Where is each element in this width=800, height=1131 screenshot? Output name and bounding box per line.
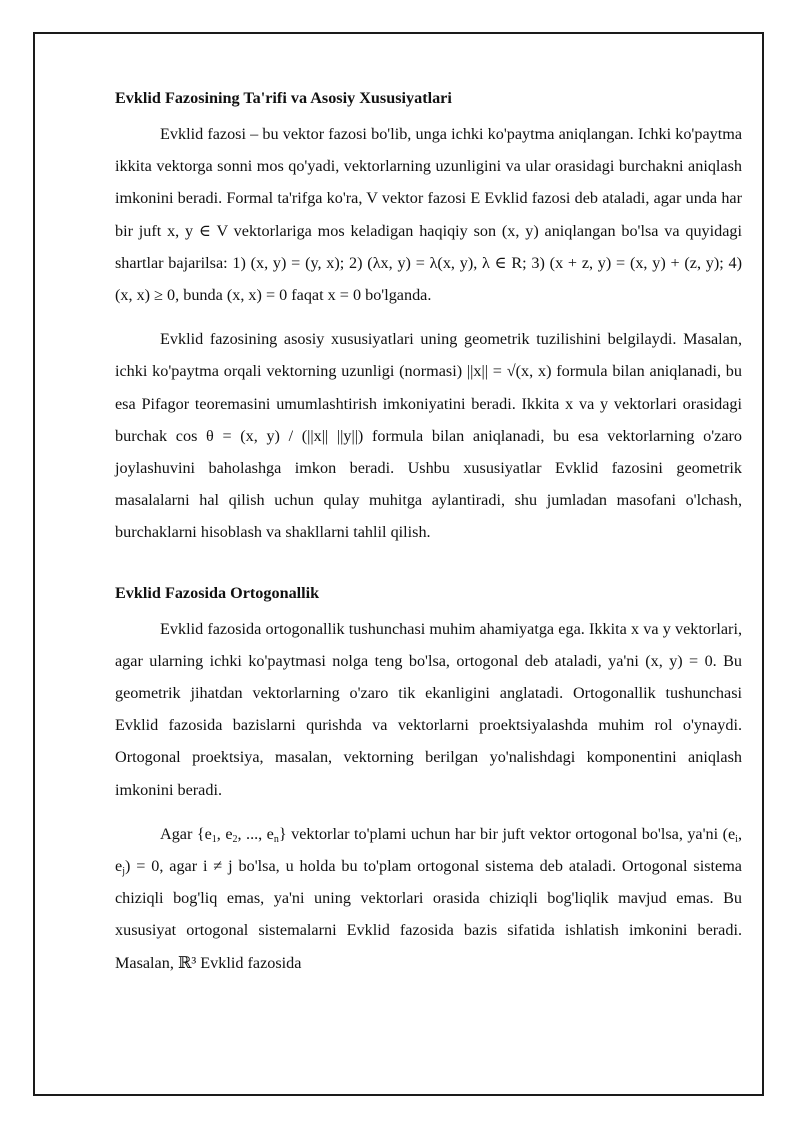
subscript: 2 — [232, 833, 238, 845]
text-run: ) = 0, agar i ≠ j bo'lsa, u holda bu to'plam ortogonal sistema deb ataladi. Ortogonal sistema chiziqli bog'liq emas, ya'ni uning vektorlari orasida chiziqli bog'liqlik mavjud emas. Bu xususiyat ortogonal sistemalarni Evklid fazosida bazis sifatida ishlatish imkonini beradi. Masalan, ℝ³ Evklid fazosida — [115, 857, 742, 972]
section-heading-orthogonality: Evklid Fazosida Ortogonallik — [115, 583, 320, 602]
section-heading-definition: Evklid Fazosining Ta'rifi va Asosiy Xususiyatlari — [115, 89, 452, 107]
text-run: , e — [216, 824, 233, 843]
text-run: Agar {e — [160, 824, 212, 843]
subscript: 1 — [211, 833, 217, 845]
text-run: , ..., e — [237, 824, 274, 843]
subscript: i — [735, 833, 738, 845]
paragraph-properties: Evklid fazosining asosiy xususiyatlari uning geometrik tuzilishini belgilaydi. Masalan, ichki ko'paytma orqali vektorning uzunligi (normasi) ||x|| = √(x, x) formula bilan aniqlanadi, bu esa Pifagor teoremasini umumlashtirish imkoniyatini beradi. Ikkita x va y vektorlari orasidagi burchak cos θ = (x, y) / (||x|| ||y||) formula bilan aniqlanadi, bu esa vektorlarning o'zaro joylashuvini baholashga imkon beradi. Ushbu xususiyatlar Evklid fazosini geometrik masalalarni hal qilish uchun qulay muhitga aylantiradi, shu jumladan masofani o'lchash, burchaklarni hisoblash va shakllarni tahlil qilish. — [115, 330, 742, 542]
paragraph-definition: Evklid fazosi – bu vektor fazosi bo'lib, unga ichki ko'paytma aniqlangan. Ichki ko'paytma ikkita vektorga sonni mos qo'yadi, vektorlarning uzunligini va ular orasidagi burchakni aniqlash imkonini beradi. Formal ta'rifga ko'ra, V vektor fazosi E Evklid fazosi deb ataladi, agar unda har bir juft x, y ∈ V vektorlariga mos keladigan haqiqiy son (x, y) aniqlangan bo'lsa va quyidagi shartlar bajarilsa: 1) (x, y) = (y, x); 2) (λx, y) = λ(x, y), λ ∈ R; 3) (x + z, y) = (x, y) + (z, y); 4) (x, x) ≥ 0, bunda (x, x) = 0 faqat x = 0 bo'lganda. — [115, 125, 742, 305]
subscript: n — [273, 833, 279, 845]
text-run: } vektorlar to'plami uchun har bir juft vektor ortogonal bo'lsa, ya'ni (e — [278, 824, 736, 843]
paragraph-orthogonality: Evklid fazosida ortogonallik tushunchasi muhim ahamiyatga ega. Ikkita x va y vektorlari, agar ularning ichki ko'paytmasi nolga teng bo'lsa, ortogonal deb ataladi, ya'ni (x, y) = 0. Bu geometrik jihatdan vektorlarning o'zaro tik ekanligini anglatadi. Ortogonallik tushunchasi Evklid fazosida bazislarni qurishda va vektorlarni proektsiyalashda muhim rol o'ynaydi. Ortogonal proektsiya, masalan, vektorning berilgan yo'nalishdagi komponentini aniqlash imkonini beradi. — [115, 619, 742, 799]
text-run: , e — [115, 824, 742, 876]
paragraph-orthogonal-system — [115, 818, 742, 979]
document-body — [115, 86, 742, 991]
subscript: j — [122, 866, 125, 878]
